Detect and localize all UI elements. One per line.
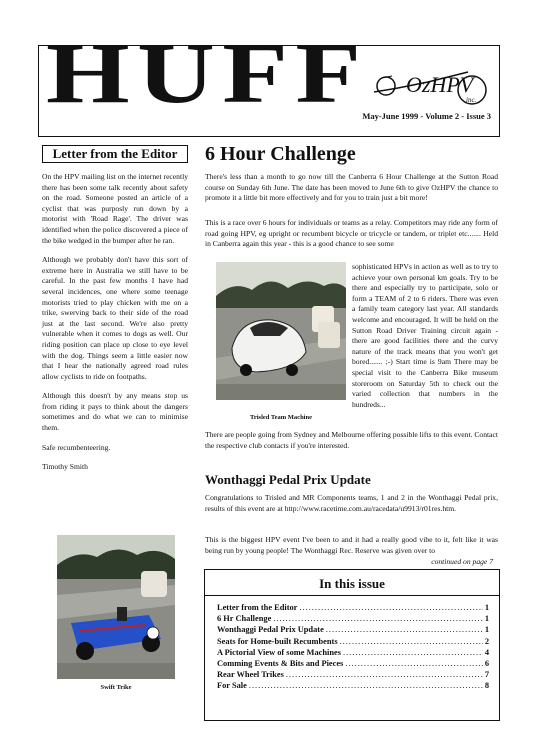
newsletter-title: HUFF [46,25,369,121]
toc-item-page: 1 [484,625,489,635]
wonthaggi-heading: Wonthaggi Pedal Prix Update [205,472,371,487]
wonthaggi-paragraph: This is the biggest HPV event I've been to and it had a really good vibe to it, felt like it was being run by young people! The Wonthaggi Rec. Reserve was given over to [205,535,498,555]
toc-item-page: 2 [484,636,489,646]
toc-item-title: Comming Events & Bits and Pieces [217,659,344,669]
challenge-paragraph: There are people going from Sydney and Melbourne offering possible lifts to this event. Contact the respective club contacts if you're interested. [205,430,498,450]
issue-line: May-June 1999 - Volume 2 - Issue 3 [362,111,491,121]
editor-paragraph: On the HPV mailing list on the internet recently there has been some talk recently about safety on the road. Someone posted an article of a cyclist that was purposly run down by a motorist with 'Road Rage'. The driver was identified when the police discovered a piece of the bike wedged in the bumper after he ran. [42,172,188,245]
toc-item-title: 6 Hr Challenge [217,614,272,624]
toc-item-title: Letter from the Editor [217,603,298,612]
trisled-caption: Trisled Team Machine [250,414,312,421]
toc-item-page: 1 [484,603,489,612]
wonthaggi-paragraph: Congratulations to Trisled and MR Components teams, 1 and 2 in the Wonthaggi Pedal prix, results of this event are at http://www.racetime.com.au/racedata/u9913/r01res.htm. [205,493,498,513]
swift-trike-photo [57,535,175,679]
toc-item[interactable] [217,680,489,691]
toc-divider [205,595,499,596]
toc-leader [286,669,483,680]
logo-subtext: inc. [466,96,477,104]
swift-trike-caption: Swift Trike [100,684,132,691]
toc-item-title: Seats for Home-built Recumbents [217,636,338,646]
toc-item[interactable] [217,647,489,658]
toc-item[interactable] [217,613,489,624]
toc-item-title: A Pictorial View of some Machines [217,647,341,657]
toc-leader [273,613,483,624]
toc-item-page: 7 [484,670,489,680]
toc-title: In this issue [319,576,385,591]
toc-item-page: 6 [484,659,489,669]
logo-text: OzHPV [406,72,474,97]
toc-leader [343,647,483,658]
toc-item[interactable] [217,602,489,613]
toc-item-title: For Sale [217,681,247,691]
ozhpv-logo [368,62,498,110]
challenge-heading: 6 Hour Challenge [205,143,356,165]
toc-item[interactable] [217,636,489,647]
toc-item-page: 4 [484,647,489,657]
challenge-paragraph: There's less than a month to go now till the Canberra 6 Hour Challenge at the Sutton Road course on Sunday 6th June. The date has been moved to June 6th to give OzHPV the chance to promote it a little bit more effectively and for you to train just a bit more! [205,172,498,203]
trisled-photo [216,262,346,400]
challenge-paragraph: sophisticated HPVs in action as well as to try to achieve your own personal km goals. Try to be there and especially try to participate, solo or form a TEAM of 2 to 6 riders. There was even a family team category last year. All standards welcome and encouraged. It will be held on the Sutton Road Driver Training circuit again - there are good facilities there and the curvy nature of the track means that you won't get bored....... ;-) Start time is 9am There may be special visit to the Canberra Bike museum storeroom on Saturday 5th to check out the varied collection that numbers in the hundreds... [352,262,498,409]
toc-leader [345,658,482,669]
toc-item-title: Wonthaggi Pedal Prix Update [217,625,324,635]
editor-signoff: Safe recumbenteering. [42,442,111,452]
toc-leader [326,624,483,635]
editor-heading: Letter from the Editor [42,145,188,163]
toc-item[interactable] [217,658,489,669]
editor-signature: Timothy Smith [42,462,88,472]
toc-item[interactable] [217,624,489,635]
toc-item-page: 8 [484,681,489,691]
table-of-contents [204,569,500,721]
toc-item-page: 1 [484,614,489,624]
toc-item-title: Rear Wheel Trikes [217,670,284,680]
toc-leader [340,636,483,647]
toc-item[interactable] [217,669,489,680]
challenge-paragraph: This is a race over 6 hours for individuals or teams as a relay. Competitors may ride any form of road going HPV, eg upright or recumbent bicycle or tricycle or tandem, or triplet etc....... Held in Canberra again this year - this is a good chance to see some [205,218,498,249]
toc-leader [249,680,483,691]
editor-letter [42,172,188,482]
toc-list [217,602,489,692]
editor-paragraph: Although we probably don't have this sort of extreme here in Australia we still have to be careful. In the past few months I have had several incidences, one where some teenage motorists tried to play chicken with me on a trike, swerving back to their side of the road just at the last second. We're also pretty vulnerable when it comes to dogs as well. Our riding position can place up close to eye level with the dog. Things seem a little easier now that I hear the nationally agreed road rules allow cyclists to ride on footpaths. [42,255,188,381]
editor-paragraph: Although this doesn't by any means stop us from riding it pays to think about the dangers sometimes and do what we can to minimise them. [42,391,188,433]
continued-note: continued on page 7 [431,557,493,566]
toc-leader [299,602,482,613]
